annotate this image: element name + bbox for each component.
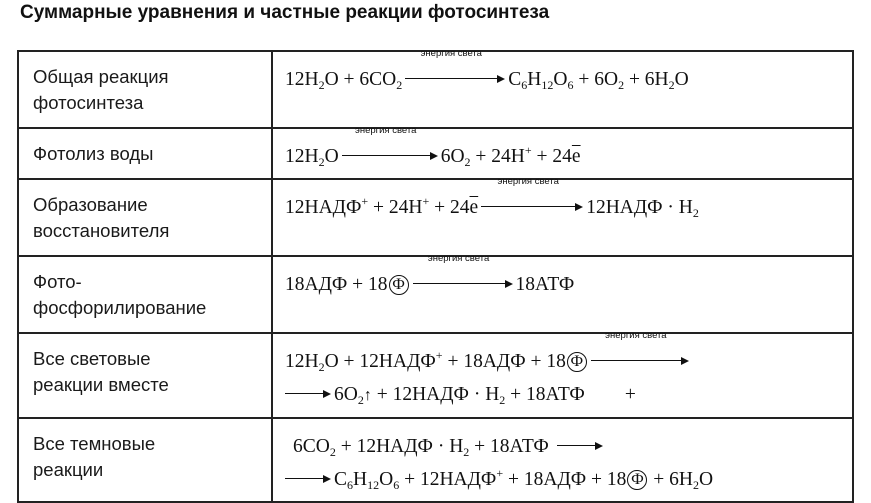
equation-line: $C_6H_{12}O_6$ + 12НАДФ+ + 18АДФ + 18 $Ф + 6H_2O$ [285, 462, 846, 495]
reaction-equation [272, 176, 853, 256]
reaction-arrow-icon [405, 48, 505, 93]
reaction-name-line: фосфорилирование [33, 297, 207, 318]
reaction-name [18, 179, 272, 256]
arrow-label: энергия света [497, 176, 559, 187]
reaction-equation [272, 48, 853, 128]
table-row [18, 333, 853, 418]
reaction-name-line: реакции вместе [33, 374, 169, 395]
reaction-name-line: реакции [33, 459, 104, 480]
reaction-name-line: Образование [33, 194, 148, 215]
reaction-name-line: Все световые [33, 348, 151, 369]
reaction-name [18, 51, 272, 128]
reaction-equation [272, 418, 853, 502]
arrow-label: энергия света [354, 125, 417, 136]
reactions-table [17, 50, 854, 503]
phosphate-circle-icon: Ф [389, 275, 409, 295]
table-row [18, 51, 853, 128]
reaction-arrow-icon [591, 330, 689, 375]
reaction-name-line: Фото- [33, 271, 82, 292]
gas-release-arrow-icon: ↑ [363, 387, 372, 404]
table-row [18, 179, 853, 256]
reaction-arrow-icon [413, 253, 513, 298]
equation-line: $12H_2O$ энергия света $6O_2 + 24H^+ + 24\overline{e}$ [285, 125, 581, 169]
reaction-arrow-icon [342, 125, 438, 170]
arrow-icon [285, 462, 331, 493]
table-row [18, 418, 853, 502]
arrow-icon [557, 429, 603, 460]
arrow-label: энергия света [420, 48, 482, 59]
phosphate-circle-icon: Ф [567, 352, 587, 372]
reaction-name-line: Фотолиз воды [33, 143, 154, 164]
reaction-name-line: Общая реакция [33, 66, 169, 87]
reaction-equation [272, 125, 853, 179]
reaction-name-line: Все темновые [33, 433, 156, 454]
page-title: Суммарные уравнения и частные реакции фотосинтеза [20, 2, 550, 23]
phosphate-circle-icon: Ф [627, 470, 647, 490]
reaction-arrow-icon [481, 176, 583, 221]
arrow-label: энергия света [427, 253, 490, 264]
equation-line: 12НАДФ+ + $24H^+ + 24\overline{e}$ энергия света 12НАДФ · $H_2$ [285, 176, 699, 220]
reaction-name [18, 418, 272, 502]
reaction-name [18, 256, 272, 333]
equation-line: $12H_2O + 6CO_2$ энергия света $C_6H_{12}O_6 + 6O_2 + 6H_2O$ [285, 48, 689, 92]
reaction-equation [272, 330, 853, 418]
table-row [18, 128, 853, 179]
reaction-name [18, 333, 272, 418]
equation-line: $6O_2↑$ + 12НАДФ · $H_2 + 18АТФ$ + [285, 377, 846, 411]
reaction-equation [272, 253, 853, 333]
equation-line: $6CO_2$ + 12НАДФ · $H_2 + 18АТФ$ [285, 429, 846, 462]
reaction-name-line: фотосинтеза [33, 92, 144, 113]
reaction-name [18, 128, 272, 179]
table-row [18, 256, 853, 333]
equation-line: 18АДФ + 18 Ф энергия света 18АТФ [285, 267, 846, 300]
arrow-label: энергия света [605, 330, 667, 341]
equation-line: $12H_2O$ + 12НАДФ+ + 18АДФ + 18 Ф энергия света [285, 344, 846, 377]
reaction-name-line: восстановителя [33, 220, 170, 241]
arrow-icon [285, 377, 331, 408]
